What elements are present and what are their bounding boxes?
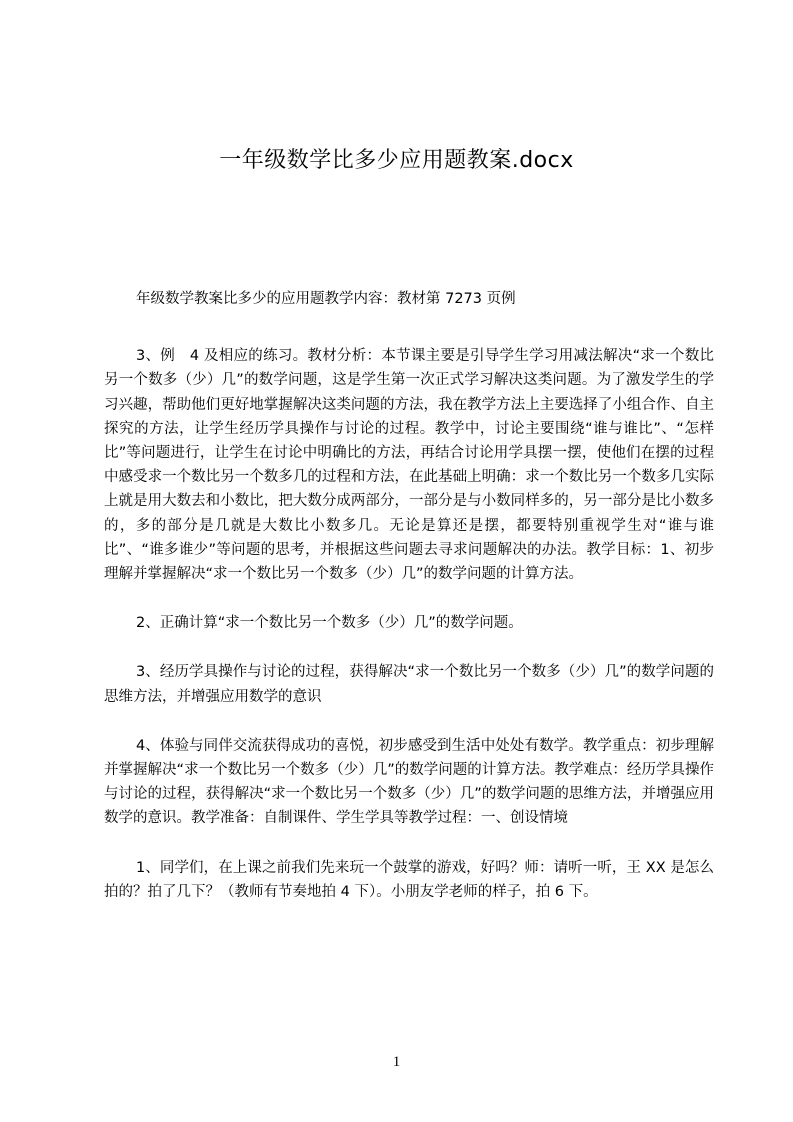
document-body [104, 287, 714, 929]
paragraph-goal-2: 2、正确计算“求一个数比另一个数多（少）几”的数学问题。 [136, 615, 523, 632]
paragraph-analysis: 3、例 4 及相应的练习。教材分析：本节课主要是引导学生学习用减法解决“求一个数比另一个数多（少）几”的数学问题，这是学生第一次正式学习解决这类问题。为了激发学生的学习兴趣，帮助他们更好地掌握解决这类问题的方法，我在教学方法上主要选择了小组合作、自主探究的方法，让学生经历学具操作与讨论的过程。教学中，讨论主要围绕“谁与谁比”、“怎样比”等问题进行，让学生在讨论中明确比的方法，再结合讨论用学具摆一摆，使他们在摆的过程中感受求一个数比另一个数多几的过程和方法，在此基础上明确：求一个数比另一个数多几实际上就是用大数去和小数比，把大数分成两部分，一部分是与小数同样多的，另一部分是比小数多的，多的部分是几就是大数比小数多几。无论是算还是摆，都要特别重视学生对“谁与谁比”、“谁多谁少”等问题的思考，并根据这些问题去寻求问题解决的办法。教学目标：1、初步理解并掌握解决“求一个数比另一个数多（少）几”的数学问题的计算方法。 [104, 348, 714, 583]
paragraph-intro: 年级数学教案比多少的应用题教学内容：教材第 7273 页例 [136, 291, 516, 307]
page-number: 1 [392, 1054, 401, 1070]
document-title: 一年级数学比多少应用题教案.docx [219, 148, 574, 173]
paragraph-step-1: 1、同学们，在上课之前我们先来玩一个鼓掌的游戏，好吗？师：请听一听，王 XX 是怎么拍的？拍了几下？（教师有节奏地拍 4 下）。小朋友学老师的样子，拍 6 下。 [104, 859, 714, 900]
paragraph-goal-3: 3、经历学具操作与讨论的过程，获得解决“求一个数比另一个数多（少）几”的数学问题的思维方法，并增强应用数学的意识 [104, 664, 714, 705]
paragraph-goal-4: 4、体验与同伴交流获得成功的喜悦，初步感受到生活中处处有数学。教学重点：初步理解并掌握解决“求一个数比另一个数多（少）几”的数学问题的计算方法。教学难点：经历学具操作与讨论的过程，获得解决“求一个数比另一个数多（少）几”的数学问题的思维方法，并增强应用数学的意识。教学准备：自制课件、学生学具等教学过程：一、创设情境 [104, 737, 714, 827]
